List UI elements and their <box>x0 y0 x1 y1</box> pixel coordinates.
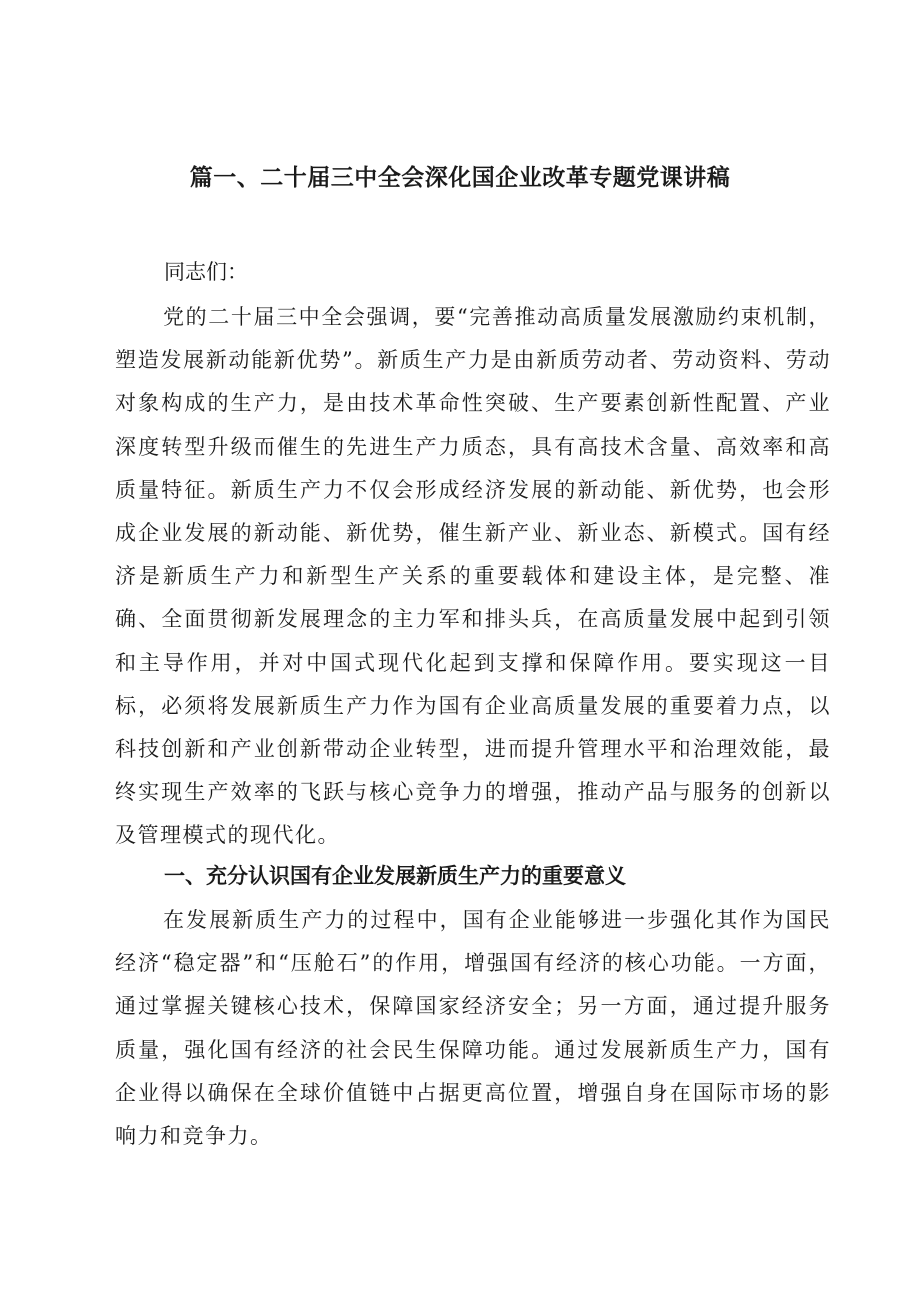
section-heading: 一、充分认识国有企业发展新质生产力的重要意义 <box>164 864 626 888</box>
section-paragraph: 在发展新质生产力的过程中，国有企业能够进一步强化其作为国民经济“稳定器”和“压舱石”的作用，增强国有经济的核心功能。一方面，通过掌握关键核心技术，保障国家经济安全；另一方面，通过提升服务质量，强化国有经济的社会民生保障功能。通过发展新质生产力，国有企业得以确保在全球价值链中占据更高位置，增强自身在国际市场的影响力和竞争力。 <box>115 908 831 1149</box>
body-paragraph: 党的二十届三中全会强调，要“完善推动高质量发展激励约束机制，塑造发展新动能新优势”。新质生产力是由新质劳动者、劳动资料、劳动对象构成的生产力，是由技术革命性突破、生产要素创新性配置、产业深度转型升级而催生的先进生产力质态，具有高技术含量、高效率和高质量特征。新质生产力不仅会形成经济发展的新动能、新优势，也会形成企业发展的新动能、新优势，催生新产业、新业态、新模式。国有经济是新质生产力和新型生产关系的重要载体和建设主体，是完整、准确、全面贯彻新发展理念的主力军和排头兵，在高质量发展中起到引领和主导作用，并对中国式现代化起到支撑和保障作用。要实现这一目标，必须将发展新质生产力作为国有企业高质量发展的重要着力点，以科技创新和产业创新带动企业转型，进而提升管理水平和治理效能，最终实现生产效率的飞跃与核心竞争力的增强，推动产品与服务的创新以及管理模式的现代化。 <box>115 305 831 848</box>
salutation: 同志们： <box>164 260 248 284</box>
document-title: 篇一、二十届三中全会深化国企业改革专题党课讲稿 <box>189 165 731 191</box>
